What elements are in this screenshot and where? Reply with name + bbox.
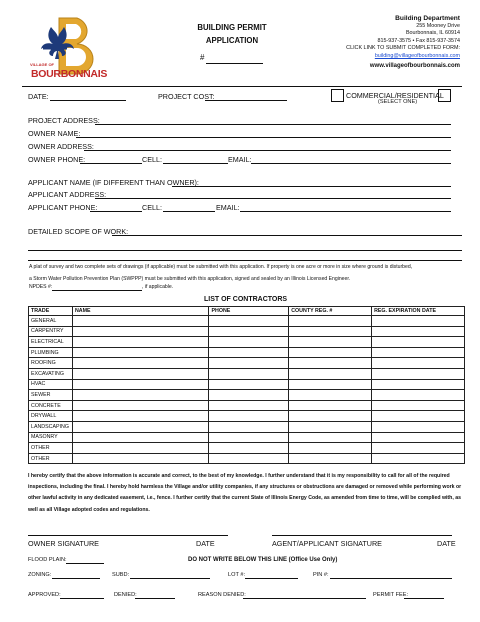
county-reg-cell[interactable] (289, 432, 372, 443)
header-rule (22, 86, 462, 87)
office-use-notice: DO NOT WRITE BELOW THIS LINE (Office Use Only) (188, 557, 338, 563)
notice-line2: a Storm Water Pollution Prevention Plan (SWPPP) must be submitted with this application, signed and sealed by an Illinois Licensed Engineer. (29, 276, 351, 282)
applicant-name-label: APPLICANT NAME (IF DIFFERENT THAN OWNER): (28, 178, 199, 187)
trade-cell: ELECTRICAL (29, 337, 73, 348)
expiration-cell[interactable] (372, 358, 465, 369)
contractor-row (29, 358, 465, 369)
phone-cell[interactable] (209, 400, 289, 411)
department-info (346, 15, 460, 70)
approved-field[interactable] (60, 598, 104, 599)
county-reg-cell[interactable] (289, 316, 372, 327)
expiration-cell[interactable] (372, 337, 465, 348)
phone-cell[interactable] (209, 453, 289, 464)
contractor-row (29, 421, 465, 432)
contractor-row (29, 453, 465, 464)
col-header-name: NAME (72, 307, 209, 316)
phone-cell[interactable] (209, 411, 289, 422)
logo-name: BOURBONNAIS (31, 68, 108, 80)
notice-rule (28, 260, 462, 261)
residential-checkbox[interactable] (438, 89, 451, 102)
owner-phone-label: OWNER PHONE: (28, 155, 86, 164)
date-field[interactable] (50, 100, 126, 101)
owner-name-label: OWNER NAME: (28, 129, 81, 138)
name-cell[interactable] (72, 432, 209, 443)
form-title-line1: BUILDING PERMIT (197, 23, 267, 32)
name-cell[interactable] (72, 411, 209, 422)
trade-cell: ROOFING (29, 358, 73, 369)
form-title-line2: APPLICATION (205, 36, 259, 45)
trade-cell: GENERAL (29, 316, 73, 327)
contractor-row (29, 379, 465, 390)
contractors-table (28, 306, 465, 464)
certification-line1: I hereby certify that the above information is accurate and correct, to the best of my knowledge. I further understand that it is my responsibility to call for all of the required (28, 473, 450, 479)
dept-website[interactable]: www.villageofbourbonnais.com (369, 62, 460, 69)
county-reg-cell[interactable] (289, 368, 372, 379)
owner-name-field[interactable] (76, 137, 451, 138)
zoning-field[interactable] (52, 578, 100, 579)
applicant-phone-label: APPLICANT PHONE: (28, 203, 98, 212)
owner-cell-label: CELL: (142, 155, 162, 164)
trade-cell: SEWER (29, 390, 73, 401)
certification-line2: inspections, including the final. I hereby hold harmless the Village and/or utility companies, if any structures or obstructions are damaged or removed while performing work or (28, 484, 462, 491)
applicant-email-field[interactable] (240, 211, 451, 212)
contractor-row (29, 326, 465, 337)
name-cell[interactable] (72, 316, 209, 327)
contractor-row (29, 443, 465, 454)
trade-cell: CONCRETE (29, 400, 73, 411)
logo-village-of: VILLAGE OF (30, 62, 54, 67)
applicant-phone-field[interactable] (90, 211, 142, 212)
approved-label: APPROVED: (28, 592, 61, 598)
name-cell[interactable] (72, 390, 209, 401)
trade-cell: OTHER (29, 443, 73, 454)
contractor-row (29, 316, 465, 327)
agent-date-label: DATE (437, 539, 456, 548)
expiration-cell[interactable] (372, 390, 465, 401)
applicant-address-field[interactable] (95, 198, 451, 199)
phone-cell[interactable] (209, 421, 289, 432)
trade-cell: HVAC (29, 379, 73, 390)
denied-label: DENIED: (114, 592, 137, 598)
notice-line1: A plat of survey and two complete sets of drawings (if applicable) must be submitted with this application. If property is one acre or more in size where ground is disturbed, (29, 264, 413, 270)
owner-date-label: DATE (196, 539, 215, 548)
subd-field[interactable] (130, 578, 210, 579)
project-cost-field[interactable] (205, 100, 287, 101)
contractor-row (29, 400, 465, 411)
name-cell[interactable] (72, 358, 209, 369)
agent-signature-label: AGENT/APPLICANT SIGNATURE (272, 539, 382, 548)
dept-address2: Bourbonnais, IL 60914 (405, 30, 460, 37)
phone-cell[interactable] (209, 368, 289, 379)
scope-line-1[interactable] (112, 235, 462, 236)
county-reg-cell[interactable] (289, 347, 372, 358)
owner-email-field[interactable] (251, 163, 451, 164)
permit-number-line[interactable] (206, 63, 263, 64)
col-header-expiration: REG. EXPIRATION DATE (372, 307, 465, 316)
name-cell[interactable] (72, 337, 209, 348)
name-cell[interactable] (72, 443, 209, 454)
phone-cell[interactable] (209, 326, 289, 337)
dept-email-link[interactable]: building@villageofbourbonnais.com (374, 52, 460, 59)
npdes-suffix: , if applicable. (142, 284, 174, 290)
phone-cell[interactable] (209, 347, 289, 358)
county-reg-cell[interactable] (289, 421, 372, 432)
certification-text (28, 471, 461, 516)
applicant-address-label: APPLICANT ADDRESS: (28, 190, 107, 199)
pin-label: PIN #: (313, 572, 329, 578)
click-link-text: CLICK LINK TO SUBMIT COMPLETED FORM: (346, 45, 460, 52)
dept-phone-fax: 815-937-3575 • Fax 815-937-3574 (377, 37, 460, 44)
contractor-row (29, 411, 465, 422)
dept-address1: 255 Mooney Drive (416, 22, 460, 29)
commercial-checkbox[interactable] (331, 89, 344, 102)
name-cell[interactable] (72, 326, 209, 337)
flood-plain-label: FLOOD PLAIN: (28, 557, 67, 563)
phone-cell[interactable] (209, 432, 289, 443)
npdes-field[interactable] (52, 290, 142, 291)
expiration-cell[interactable] (372, 379, 465, 390)
certification-line4: well as all Village adopted codes and regulations. (28, 506, 150, 513)
expiration-cell[interactable] (372, 432, 465, 443)
project-address-label: PROJECT ADDRESS: (28, 116, 100, 125)
applicant-email-label: EMAIL: (216, 203, 240, 212)
permit-fee-label: PERMIT FEE: (373, 592, 409, 598)
contractor-row (29, 337, 465, 348)
owner-address-field[interactable] (84, 150, 451, 151)
phone-cell[interactable] (209, 316, 289, 327)
scope-line-2[interactable] (28, 250, 462, 251)
agent-signature-line[interactable] (272, 535, 452, 536)
form-title (190, 21, 274, 47)
permit-fee-field[interactable] (404, 598, 444, 599)
expiration-cell[interactable] (372, 411, 465, 422)
contractor-row (29, 432, 465, 443)
phone-cell[interactable] (209, 379, 289, 390)
trade-cell: MASONRY (29, 432, 73, 443)
county-reg-cell[interactable] (289, 443, 372, 454)
county-reg-cell[interactable] (289, 400, 372, 411)
commercial-residential-label: COMMERCIAL/RESIDENTIAL (346, 91, 444, 100)
owner-email-label: EMAIL: (228, 155, 252, 164)
expiration-cell[interactable] (372, 326, 465, 337)
owner-signature-line[interactable] (28, 535, 228, 536)
expiration-cell[interactable] (372, 443, 465, 454)
contractors-title: LIST OF CONTRACTORS (204, 296, 288, 303)
expiration-cell[interactable] (372, 421, 465, 432)
county-reg-cell[interactable] (289, 453, 372, 464)
contractor-row (29, 368, 465, 379)
trade-cell: EXCAVATING (29, 368, 73, 379)
contractor-row (29, 347, 465, 358)
owner-signature-label: OWNER SIGNATURE (28, 539, 99, 548)
trade-cell: OTHER (29, 453, 73, 464)
project-cost-label: PROJECT COST: (158, 92, 215, 101)
county-reg-cell[interactable] (289, 379, 372, 390)
permit-number-label: # (200, 53, 205, 62)
owner-phone-field[interactable] (80, 163, 142, 164)
contractors-header-row (29, 307, 465, 316)
phone-cell[interactable] (209, 358, 289, 369)
lot-label: LOT #: (228, 572, 245, 578)
county-reg-cell[interactable] (289, 326, 372, 337)
name-cell[interactable] (72, 453, 209, 464)
applicant-name-field[interactable] (172, 186, 451, 187)
county-reg-cell[interactable] (289, 358, 372, 369)
owner-cell-field[interactable] (163, 163, 228, 164)
reason-denied-label: REASON DENIED: (198, 592, 246, 598)
name-cell[interactable] (72, 379, 209, 390)
trade-cell: LANDSCAPING (29, 421, 73, 432)
expiration-cell[interactable] (372, 368, 465, 379)
col-header-phone: PHONE (209, 307, 289, 316)
village-logo (29, 15, 108, 81)
phone-cell[interactable] (209, 337, 289, 348)
name-cell[interactable] (72, 368, 209, 379)
expiration-cell[interactable] (372, 347, 465, 358)
pin-field[interactable] (330, 578, 452, 579)
subd-label: SUBD: (112, 572, 130, 578)
project-address-field[interactable] (95, 124, 451, 125)
owner-address-label: OWNER ADDRESS: (28, 142, 94, 151)
date-label: DATE: (28, 92, 49, 101)
scope-of-work-label: DETAILED SCOPE OF WORK: (28, 227, 129, 236)
dept-name: Building Department (395, 15, 460, 22)
contractor-row (29, 390, 465, 401)
county-reg-cell[interactable] (289, 411, 372, 422)
phone-cell[interactable] (209, 390, 289, 401)
flood-plain-field[interactable] (66, 563, 104, 564)
county-reg-cell[interactable] (289, 390, 372, 401)
reason-denied-field[interactable] (243, 598, 366, 599)
name-cell[interactable] (72, 347, 209, 358)
applicant-cell-field[interactable] (163, 211, 215, 212)
name-cell[interactable] (72, 400, 209, 411)
select-one-label: (SELECT ONE) (378, 99, 418, 105)
expiration-cell[interactable] (372, 400, 465, 411)
npdes-label: NPDES #: (29, 284, 53, 290)
zoning-label: ZONING: (28, 572, 52, 578)
phone-cell[interactable] (209, 443, 289, 454)
name-cell[interactable] (72, 421, 209, 432)
trade-cell: DRYWALL (29, 411, 73, 422)
lot-field[interactable] (245, 578, 298, 579)
denied-field[interactable] (135, 598, 175, 599)
applicant-cell-label: CELL: (142, 203, 162, 212)
trade-cell: CARPENTRY (29, 326, 73, 337)
expiration-cell[interactable] (372, 453, 465, 464)
expiration-cell[interactable] (372, 316, 465, 327)
trade-cell: PLUMBING (29, 347, 73, 358)
certification-line3: other lawful activity in any dedicated easement, i.e., fence. I further certify that the current State of Illinois Energy Code, as amended from time to time, will be complied with, as (28, 495, 461, 502)
col-header-trade: TRADE (29, 307, 73, 316)
col-header-county-reg: COUNTY REG. # (289, 307, 372, 316)
county-reg-cell[interactable] (289, 337, 372, 348)
